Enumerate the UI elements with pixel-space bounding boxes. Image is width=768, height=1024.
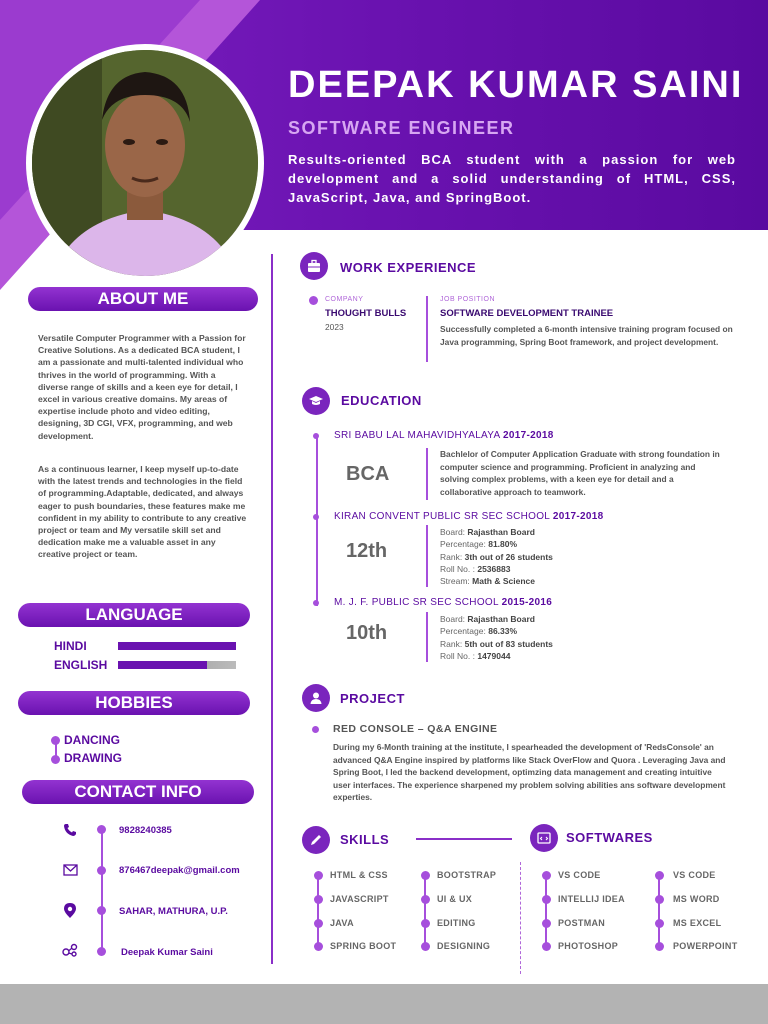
education-separator <box>426 525 428 587</box>
education-bullet <box>313 433 319 439</box>
company-label: COMPANY <box>325 296 364 303</box>
language-bar-hindi <box>118 642 236 650</box>
email-icon <box>62 864 78 880</box>
detail-key: Percentage: <box>440 626 486 637</box>
detail-value: 5th out of 83 students <box>464 638 553 649</box>
skill-bullet <box>314 942 323 951</box>
school-years: 2017-2018 <box>503 430 554 441</box>
skill-item: SPRING BOOT <box>330 941 397 951</box>
school-details <box>440 526 553 587</box>
skill-bullet <box>314 871 323 880</box>
code-window-icon <box>530 824 558 852</box>
skill-item: JAVA <box>330 918 354 928</box>
project-bullet <box>312 726 319 733</box>
language-label-english: ENGLISH <box>54 658 108 672</box>
detail-row <box>440 625 553 637</box>
job-position-label: JOB POSITION <box>440 296 496 303</box>
skills-rule <box>416 838 512 840</box>
contact-bullet <box>97 866 106 875</box>
contact-bullet <box>97 947 106 956</box>
detail-key: Board: <box>440 527 466 537</box>
detail-key: Rank: <box>440 551 463 562</box>
skill-item: BOOTSTRAP <box>437 870 497 880</box>
skills-timeline <box>317 876 319 946</box>
detail-row <box>440 650 553 662</box>
skill-bullet <box>542 895 551 904</box>
user-icon <box>302 684 330 712</box>
school-years: 2015-2016 <box>501 597 553 608</box>
contact-timeline <box>101 828 103 954</box>
column-divider <box>271 254 273 964</box>
project-name: RED CONSOLE – Q&A ENGINE <box>333 723 498 735</box>
software-item: POSTMAN <box>558 918 606 928</box>
software-item: MS EXCEL <box>673 918 722 928</box>
contact-address: SAHAR, MATHURA, U.P. <box>119 906 228 917</box>
software-item: INTELLIJ IDEA <box>558 894 625 904</box>
hobbies-heading: HOBBIES <box>18 691 250 715</box>
work-year: 2023 <box>325 322 344 332</box>
detail-value: 2536883 <box>477 563 511 574</box>
hobby-bullet <box>51 755 60 764</box>
pencil-icon <box>302 826 330 854</box>
phone-icon <box>62 823 78 839</box>
language-label-hindi: HINDI <box>54 639 87 653</box>
detail-row <box>440 526 553 538</box>
work-separator <box>426 296 428 362</box>
skill-bullet <box>314 919 323 928</box>
skill-bullet <box>655 942 664 951</box>
school-details <box>440 613 553 662</box>
project-description: During my 6-Month training at the institute, I spearheaded the development of 'RedsConsole' an advanced Q&A Engine inspired by platforms like Stack OverFlow and Quora . Leveraging Java and Spring Boot, I led the backend development, optimzing data management and creating intuitive user interfaces. The experience sharpened my problem solving abilities ans software development experties. <box>333 742 726 802</box>
work-experience-heading: WORK EXPERIENCE <box>340 260 477 275</box>
detail-row <box>440 638 553 650</box>
footer-bar <box>0 984 768 1024</box>
detail-row <box>440 538 553 550</box>
skill-item: EDITING <box>437 918 476 928</box>
contact-social[interactable]: Deepak Kumar Saini <box>121 947 213 958</box>
skill-bullet <box>542 942 551 951</box>
skills-heading: SKILLS <box>340 832 390 847</box>
detail-value: Rajasthan Board <box>467 527 535 537</box>
education-separator <box>426 612 428 662</box>
detail-value: 3th out of 26 students <box>464 551 553 562</box>
detail-value: 1479044 <box>477 650 511 661</box>
skill-bullet <box>314 895 323 904</box>
hobby-bullet <box>51 736 60 745</box>
detail-key: Rank: <box>440 638 463 649</box>
skill-item: DESIGNING <box>437 941 491 951</box>
detail-key: Percentage: <box>440 539 486 550</box>
work-bullet <box>309 296 318 305</box>
detail-key: Roll No. : <box>440 650 475 661</box>
company-name: THOUGHT BULLS <box>325 308 407 319</box>
detail-row <box>440 613 553 625</box>
skill-bullet <box>542 919 551 928</box>
contact-heading: CONTACT INFO <box>22 780 254 804</box>
about-heading: ABOUT ME <box>28 287 258 311</box>
school-name: KIRAN CONVENT PUBLIC SR SEC SCHOOL <box>334 511 550 522</box>
graduation-cap-icon <box>302 387 330 415</box>
contact-bullet <box>97 825 106 834</box>
skill-bullet <box>421 895 430 904</box>
profile-photo <box>32 50 258 276</box>
software-item: POWERPOINT <box>673 941 738 951</box>
softwares-heading: SOFTWARES <box>566 830 653 845</box>
network-icon <box>62 943 78 959</box>
contact-phone[interactable]: 9828240385 <box>119 825 172 836</box>
education-school <box>334 597 552 608</box>
briefcase-icon <box>300 252 328 280</box>
education-timeline <box>316 436 318 606</box>
education-bullet <box>313 514 319 520</box>
skill-bullet <box>655 871 664 880</box>
detail-key: Board: <box>440 614 466 624</box>
work-description: Successfully completed a 6-month intensive training program focused on Java programming, Spring Boot framework, and project development. <box>440 324 733 347</box>
skills-timeline <box>424 876 426 946</box>
project-heading: PROJECT <box>340 691 405 706</box>
detail-key: Roll No. : <box>440 563 475 574</box>
skill-item: HTML & CSS <box>330 870 388 880</box>
school-years: 2017-2018 <box>552 511 604 522</box>
detail-row <box>440 563 553 575</box>
degree-description: Bachlelor of Computer Application Graduate with strong foundation in computer science and programming. Proficient in analyzing and solving complex problems, with a keen eye for detail and a collaborative approach to teamwork. <box>440 449 720 497</box>
contact-email[interactable]: 876467deepak@gmail.com <box>119 865 240 876</box>
school-name: M. J. F. PUBLIC SR SEC SCHOOL <box>334 597 499 608</box>
detail-row <box>440 551 553 563</box>
skill-item: JAVASCRIPT <box>330 894 389 904</box>
skill-bullet <box>421 942 430 951</box>
contact-bullet <box>97 906 106 915</box>
software-item: PHOTOSHOP <box>558 941 619 951</box>
about-paragraph-2: As a continuous learner, I keep myself up-to-date with the latest trends and technologies in the field of programming.Adaptable, dedicated, and always eager to push boundaries, these features make me confident in my ability to contribute to any creative project or team and My versatile skill set and dedication make me a valuable asset in any creative project or team. <box>38 464 247 560</box>
detail-key: Stream: <box>440 576 470 587</box>
skills-dashed-divider <box>520 862 521 974</box>
education-school <box>334 511 603 522</box>
software-item: VS CODE <box>673 870 716 880</box>
software-timeline <box>545 876 547 946</box>
degree-label: BCA <box>346 463 390 485</box>
language-heading: LANGUAGE <box>18 603 250 627</box>
detail-row <box>440 575 553 587</box>
job-title: SOFTWARE ENGINEER <box>288 118 515 138</box>
school-name: SRI BABU LAL MAHAVIDHYALAYA <box>334 430 500 441</box>
hobby-item: DANCING <box>64 733 120 747</box>
skill-item: UI & UX <box>437 894 473 904</box>
education-heading: EDUCATION <box>341 393 422 408</box>
skill-bullet <box>542 871 551 880</box>
software-item: MS WORD <box>673 894 720 904</box>
language-bar-english <box>118 661 236 669</box>
profile-summary: Results-oriented BCA student with a passion for web development and a solid understanding of HTML, CSS, JavaScript, Java, and SpringBoot. <box>288 152 736 205</box>
software-item: VS CODE <box>558 870 601 880</box>
detail-value: Rajasthan Board <box>467 614 535 624</box>
degree-label: 12th <box>346 540 388 562</box>
hobby-item: DRAWING <box>64 751 122 765</box>
degree-label: 10th <box>346 622 388 644</box>
education-separator <box>426 448 428 500</box>
location-pin-icon <box>62 903 78 919</box>
skill-bullet <box>655 919 664 928</box>
detail-value: Math & Science <box>472 576 535 587</box>
about-paragraph-1: Versatile Computer Programmer with a Passion for Creative Solutions. As a dedicated BCA student, I am a passionate and multi-talented individual who thrives in the world of programming. With a diverse range of skills and a keen eye for detail, I excel in various creative domains. My areas of expertise include photo and video editing, designing, 3D CGI, VFX, programming, and web development. <box>38 333 246 441</box>
skill-bullet <box>421 871 430 880</box>
person-name: DEEPAK KUMAR SAINI <box>288 64 744 106</box>
software-timeline <box>658 876 660 946</box>
skill-bullet <box>655 895 664 904</box>
job-position: SOFTWARE DEVELOPMENT TRAINEE <box>440 308 614 319</box>
detail-value: 86.33% <box>488 626 518 637</box>
detail-value: 81.80% <box>488 539 518 550</box>
education-school <box>334 430 554 441</box>
skill-bullet <box>421 919 430 928</box>
education-bullet <box>313 600 319 606</box>
